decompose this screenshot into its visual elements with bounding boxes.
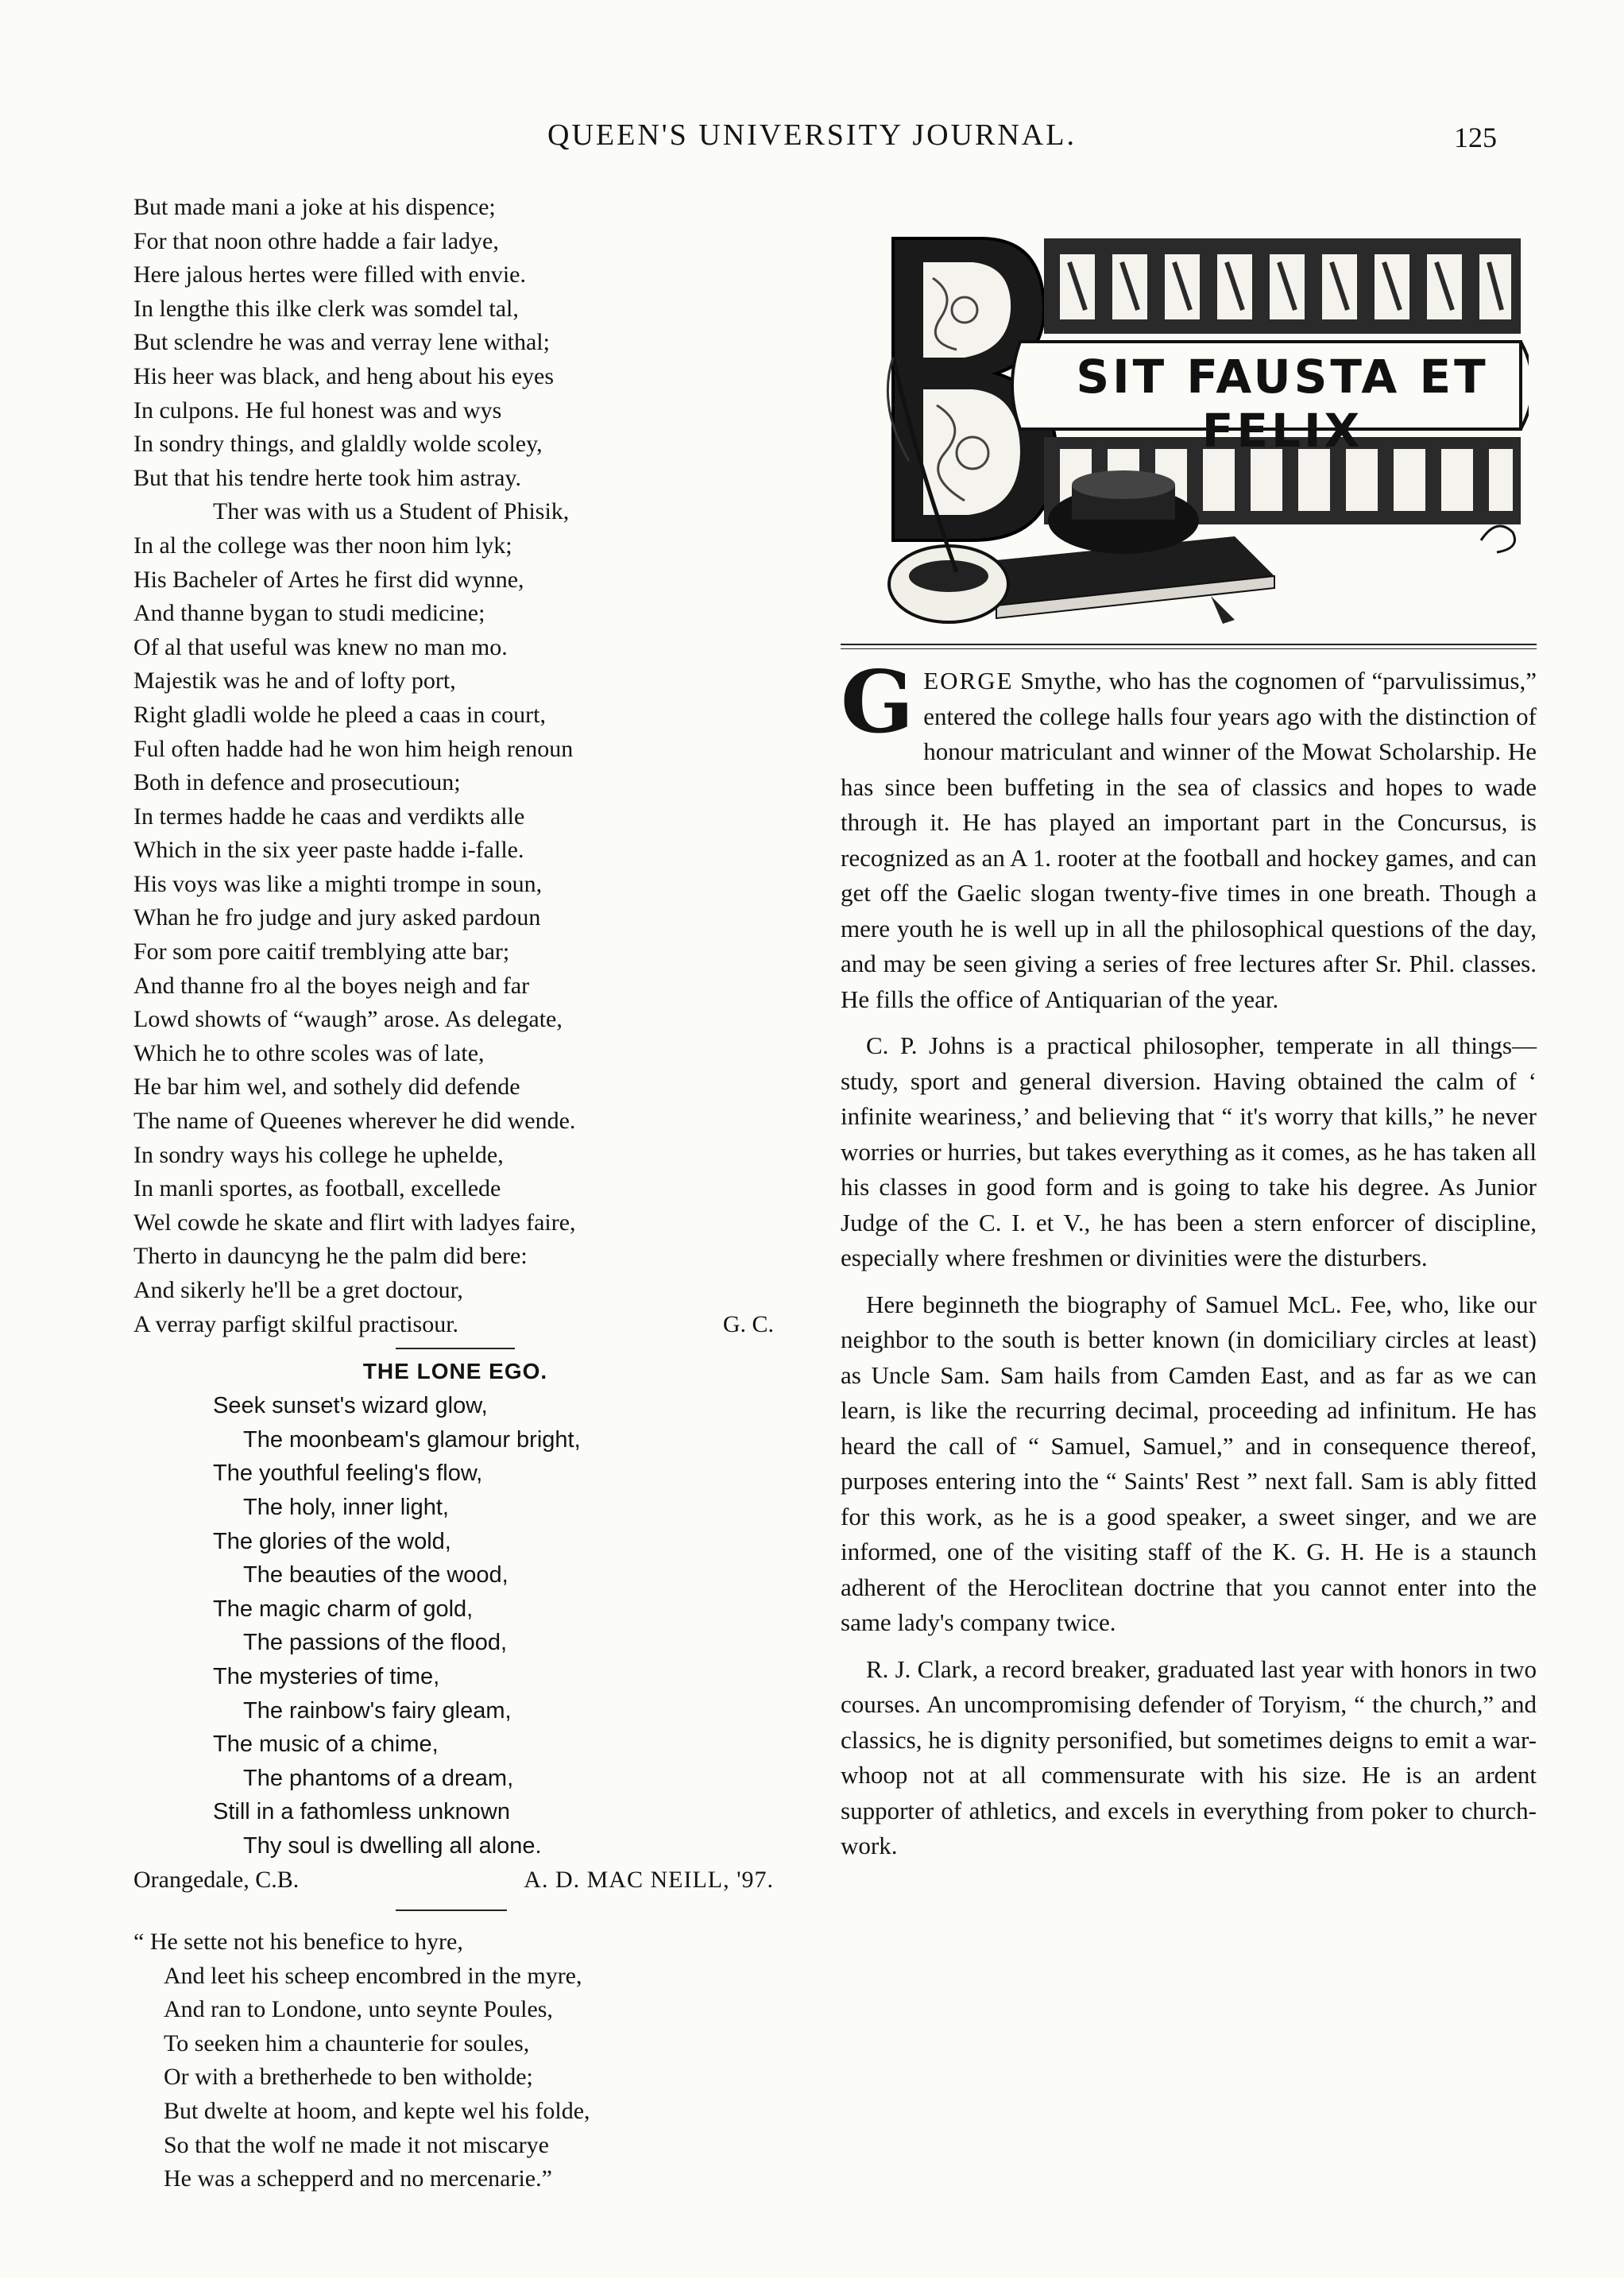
poem-line: In sondry ways his college he uphelde, xyxy=(133,1141,504,1168)
paragraph-text: Smythe, who has the cognomen of “parvulissimus,” entered the college halls four years ago with the distinction of honour matriculant and winner of the Mowat Scholarship. He has since been buffeting in the sea of classics and hopes to wade through it. He has played an important part in the Concursus, is recognized as an A 1. rooter at the football and hockey games, and can get off the Gaelic slogan twenty-five times in one breath. Though a mere youth he is well up in all the philosophical questions of the day, and may be seen giving a series of free lectures after Sr. Phil. classes. He fills the office of Antiquarian of the year. xyxy=(841,667,1537,1013)
poem-line: The magic charm of gold, xyxy=(213,1596,474,1622)
poem-line: Which he to othre scoles was of late, xyxy=(133,1039,485,1066)
poem-line: The name of Queenes wherever he did wende. xyxy=(133,1108,576,1135)
poem-line: The moonbeam's glamour bright, xyxy=(243,1426,581,1453)
poem-line: Still in a fathomless unknown xyxy=(213,1799,510,1825)
poem-line: He bar him wel, and sothely did defende xyxy=(133,1074,520,1101)
poem-line: Of al that useful was knew no man mo. xyxy=(133,633,508,660)
poem-line: His voys was like a mighti trompe in soun, xyxy=(133,870,543,897)
poem-line: The youthful feeling's flow, xyxy=(213,1461,483,1487)
poem-line: Right gladli wolde he pleed a caas in court, xyxy=(133,701,547,728)
poem-line: For som pore caitif tremblying atte bar; xyxy=(133,938,510,965)
biography-paragraph: Here beginneth the biography of Samuel McL. Fee, who, like our neighbor to the south is better known (in domiciliary circles at least) as Uncle Sam. Sam hails from Camden East, and as far as we can learn, is like the recurring decimal, proceeding ad infinitum. He has heard the call of “ Samuel, Samuel,” and in consequence thereof, purposes entering into the “ Saints' Rest ” next fall. Sam is ably fitted for this work, as he is a good speaker, a sweet singer, and we are informed, one of the visiting staff of the K. G. H. He is a staunch adherent of the Heroclitean doctrine that you cannot enter into the same lady's company twice. xyxy=(841,1290,1537,1636)
poem-line: In termes hadde he caas and verdikts alle xyxy=(133,803,525,830)
poem-line: Whan he fro judge and jury asked pardoun xyxy=(133,904,541,931)
poem-line: His heer was black, and heng about his eyes xyxy=(133,362,555,389)
poem-line: Both in defence and prosecutioun; xyxy=(133,769,461,796)
poem-line: In al the college was ther noon him lyk; xyxy=(133,532,512,559)
banner-caption: SIT FAUSTA ET FELIX xyxy=(1076,350,1489,458)
poem-line: The mysteries of time, xyxy=(213,1663,440,1689)
quotation xyxy=(133,1925,777,2196)
poem-one xyxy=(133,191,777,1341)
poem-line: His Bacheler of Artes he first did wynne, xyxy=(133,566,524,593)
poem-line: Seek sunset's wizard glow, xyxy=(213,1393,488,1419)
poem-line: Lowd showts of “waugh” arose. As delegate, xyxy=(133,1006,563,1033)
poem-line: The music of a chime, xyxy=(213,1731,439,1758)
poem-line: In manli sportes, as football, excellede xyxy=(133,1175,501,1202)
left-column xyxy=(133,191,777,2196)
quote-line: And leet his scheep encombred in the myre, xyxy=(164,1962,582,1989)
quote-line: But dwelte at hoom, and kepte wel his folde, xyxy=(164,2098,590,2125)
biography-paragraph xyxy=(841,652,1537,1017)
quote-line: To seeken him a chaunterie for soules, xyxy=(164,2029,530,2057)
biographies-text xyxy=(841,652,1537,1864)
poem-line: But that his tendre herte took him astray. xyxy=(133,464,521,491)
quote-line: “ He sette not his benefice to hyre, xyxy=(133,1929,463,1956)
poem-line: And thanne bygan to studi medicine; xyxy=(133,600,485,627)
section-divider xyxy=(396,1909,507,1911)
poem-line: Which in the six yeer paste hadde i-falle. xyxy=(133,837,524,864)
right-column xyxy=(841,191,1537,1864)
poem-final-line: A verray parfigt skilful practisour. xyxy=(133,1310,459,1337)
poem-line: But sclendre he was and verray lene withal; xyxy=(133,329,550,356)
poem-line: In sondry things, and glaldly wolde scoley, xyxy=(133,431,543,458)
quote-line: And ran to Londone, unto seynte Poules, xyxy=(164,1996,553,2023)
quote-line: So that the wolf ne made it not miscarye xyxy=(164,2131,549,2158)
poem-line: Therto in dauncyng he the palm did bere: xyxy=(133,1243,528,1270)
paragraph-lead: EORGE xyxy=(923,667,1014,695)
quote-line: Or with a bretherhede to ben witholde; xyxy=(164,2064,533,2091)
poem-line: The rainbow's fairy gleam, xyxy=(243,1697,512,1724)
drop-cap: G xyxy=(841,652,914,753)
poem-line: Thy soul is dwelling all alone. xyxy=(243,1832,542,1859)
poem-two xyxy=(133,1359,777,1897)
poem-final-row xyxy=(133,1308,777,1342)
section-divider xyxy=(396,1348,515,1349)
journal-title: QUEEN'S UNIVERSITY JOURNAL. xyxy=(547,118,1077,152)
poem-line-indented: Ther was with us a Student of Phisik, xyxy=(213,498,570,525)
poem-line: Majestik was he and of lofty port, xyxy=(133,667,456,695)
biography-paragraph: C. P. Johns is a practical philosopher, temperate in all things—study, sport and general diversion. Having obtained the calm of ‘ infinite weariness,’ and believing that “ it's worry that kills,” he never worries or hurries, but takes everything as it comes, as he has taken all his classes in good form and is going to take his degree. As Junior Judge of the C. I. et V., he has been a stern enforcer of discipline, especially where freshmen or divinities were the disturbers. xyxy=(841,1031,1537,1271)
poem-title: THE LONE EGO. xyxy=(362,1359,548,1384)
poem-attribution xyxy=(133,1863,777,1898)
poem-line: Ful often hadde had he won him heigh renoun xyxy=(133,735,574,762)
poem-line: The phantoms of a dream, xyxy=(243,1765,514,1791)
poem-author: A. D. MAC NEILL, '97. xyxy=(524,1866,774,1893)
poem-line: And thanne fro al the boyes neigh and far xyxy=(133,972,530,999)
poem-line: For that noon othre hadde a fair ladye, xyxy=(133,227,499,254)
poem-line: The glories of the wold, xyxy=(213,1528,451,1554)
poem-line: But made mani a joke at his dispence; xyxy=(133,194,496,220)
poem-line: Here jalous hertes were filled with envie. xyxy=(133,261,526,288)
poem-line: The holy, inner light, xyxy=(243,1494,449,1520)
poem-signature: G. C. xyxy=(722,1310,774,1337)
page-number: 125 xyxy=(1454,122,1497,153)
poem-line: The passions of the flood, xyxy=(243,1630,508,1656)
poem-line: In culpons. He ful honest was and wys xyxy=(133,397,502,424)
quote-line: He was a schepperd and no mercenarie.” xyxy=(164,2165,552,2192)
biography-paragraph: R. J. Clark, a record breaker, graduated last year with honors in two courses. An uncompromising defender of Toryism, “ the church,” and classics, he is dignity personified, but sometimes deigns to emit a war-whoop not at all commensurate with his size. He is an ardent supporter of athletics, and excels in everything from poker to church-work. xyxy=(841,1654,1537,1859)
section-divider xyxy=(841,644,1537,649)
poem-line: Wel cowde he skate and flirt with ladyes faire, xyxy=(133,1209,576,1236)
running-head xyxy=(0,118,1624,165)
poem-place: Orangedale, C.B. xyxy=(133,1866,300,1893)
poem-line: And sikerly he'll be a gret doctour, xyxy=(133,1277,463,1303)
poem-line: In lengthe this ilke clerk was somdel tal, xyxy=(133,295,519,322)
biographies-banner xyxy=(861,222,1529,636)
poem-line: The beauties of the wood, xyxy=(243,1562,508,1588)
